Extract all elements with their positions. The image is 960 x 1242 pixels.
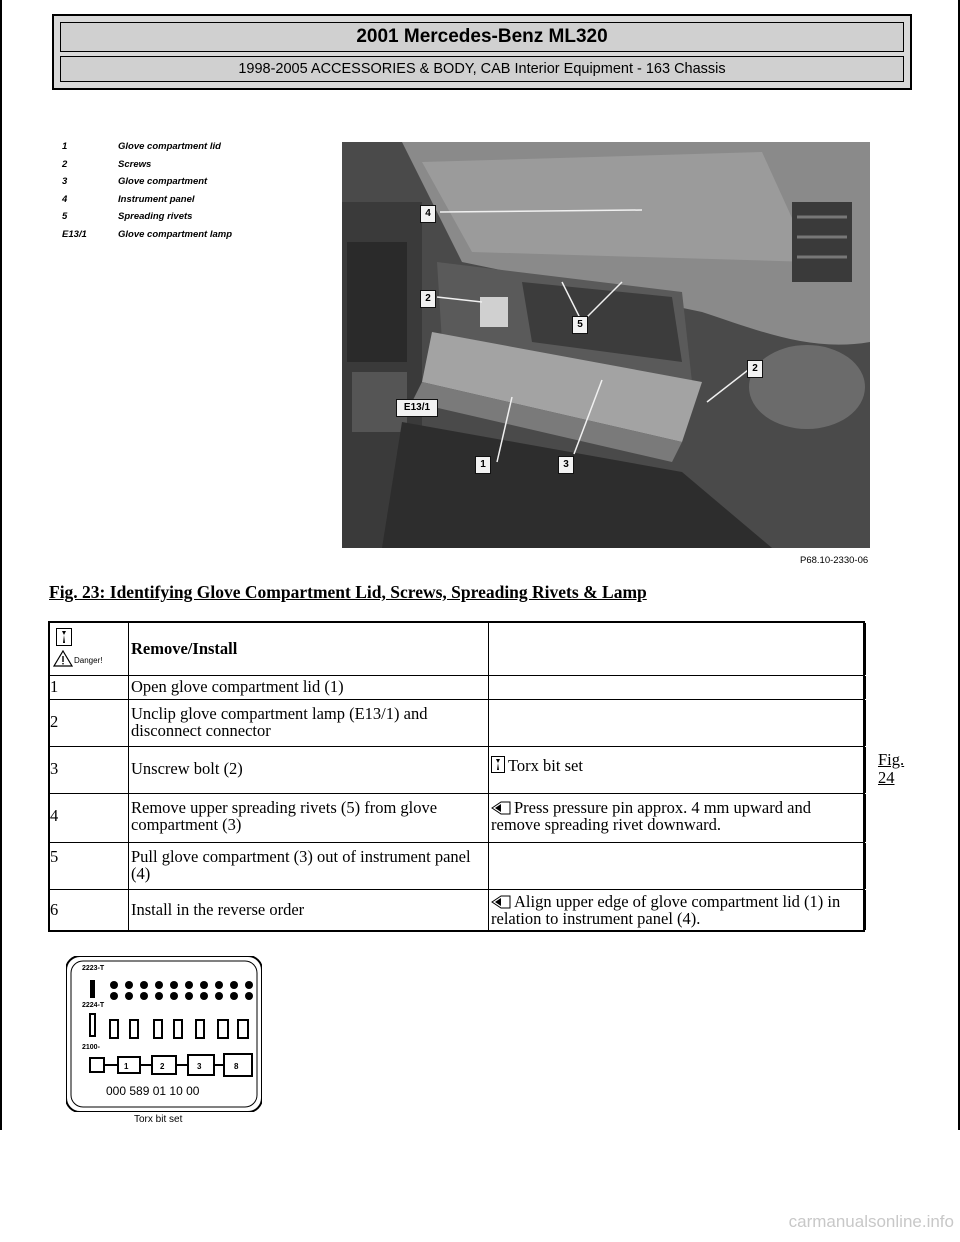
legend-number: 5	[62, 211, 68, 222]
watermark: carmanualsonline.info	[788, 1212, 954, 1231]
legend-label: Glove compartment	[118, 176, 208, 187]
legend-label: Glove compartment lid	[118, 141, 221, 152]
callout-2-right: 2	[747, 360, 763, 378]
step-text: Pull glove compartment (3) out of instrument panel (4)	[131, 847, 471, 883]
legend-item	[62, 208, 322, 226]
procedure-table	[48, 621, 905, 932]
figure-caption: Fig. 23: Identifying Glove Compartment Lid, Screws, Spreading Rivets & Lamp	[49, 582, 647, 602]
image-code: P68.10-2330-06	[800, 555, 869, 566]
table-row	[50, 675, 863, 699]
table-row	[50, 793, 863, 842]
callout-1: 1	[475, 456, 491, 474]
document-header	[52, 14, 912, 90]
step-number: 3	[50, 759, 59, 778]
figure24-caption: Torx bit set	[134, 1114, 183, 1125]
dashboard-illustration	[342, 142, 870, 548]
legend-item	[62, 156, 322, 174]
svg-text:3: 3	[197, 1062, 202, 1071]
tool-note: Torx bit set	[508, 756, 583, 775]
step-text: Remove upper spreading rivets (5) from glove compartment (3)	[131, 798, 438, 834]
step-number: 1	[50, 677, 59, 696]
page-border-left	[0, 0, 2, 1130]
legend-number: 3	[62, 176, 68, 187]
svg-text:1: 1	[124, 1062, 129, 1071]
step-number: 5	[50, 847, 59, 866]
legend-label: Glove compartment lamp	[118, 228, 233, 240]
warning-icon	[53, 650, 73, 667]
step-text: Unscrew bolt (2)	[131, 759, 243, 778]
table-row	[50, 746, 905, 793]
svg-text:2: 2	[160, 1062, 165, 1071]
row-label-2223: 2223-T	[82, 965, 105, 972]
legend-item	[62, 226, 322, 244]
step-number: 2	[50, 712, 59, 731]
table-row	[50, 842, 863, 889]
legend-item	[62, 191, 322, 209]
header-title: 2001 Mercedes-Benz ML320	[60, 22, 904, 52]
part-number: 000 589 01 10 00	[106, 1084, 200, 1098]
table-row	[50, 699, 863, 746]
glove-compartment-photo	[342, 142, 870, 548]
figure-link[interactable]: Fig. 24	[878, 750, 905, 787]
table-row	[50, 889, 863, 930]
danger-label: Danger!	[74, 656, 103, 665]
row-label-2224: 2224-T	[82, 1002, 105, 1009]
callout-2-left: 2	[420, 290, 436, 308]
legend-number: 2	[62, 158, 68, 170]
legend-number: E13/1	[62, 228, 87, 240]
callout-5: 5	[572, 316, 588, 334]
legend-number: 1	[62, 141, 68, 152]
note-icon	[491, 801, 511, 815]
callout-4: 4	[420, 205, 436, 223]
header-subtitle: 1998-2005 ACCESSORIES & BODY, CAB Interior Equipment - 163 Chassis	[60, 56, 904, 82]
step-text: Open glove compartment lid (1)	[131, 677, 344, 696]
step-note: Align upper edge of glove compartment lid (1) in relation to instrument panel (4).	[491, 892, 841, 928]
callout-e13-1: E13/1	[396, 399, 438, 417]
legend-label: Instrument panel	[118, 193, 195, 205]
column-header: Remove/Install	[131, 639, 238, 658]
step-text: Install in the reverse order	[131, 900, 305, 919]
tool-icon	[56, 628, 72, 646]
tool-icon	[491, 756, 505, 773]
figure-legend	[62, 138, 322, 243]
step-number: 6	[50, 900, 59, 919]
torx-bit-set-photo	[66, 956, 262, 1112]
note-icon	[491, 895, 511, 909]
step-text: Unclip glove compartment lamp (E13/1) and disconnect connector	[131, 704, 428, 740]
svg-text:8: 8	[234, 1062, 239, 1071]
legend-label: Spreading rivets	[118, 211, 193, 222]
callout-3: 3	[558, 456, 574, 474]
legend-item	[62, 138, 322, 156]
legend-number: 4	[62, 193, 68, 205]
table-header-row	[50, 623, 863, 675]
legend-label: Screws	[118, 158, 152, 170]
row-label-2100: 2100-	[82, 1044, 100, 1051]
step-note: Press pressure pin approx. 4 mm upward and remove spreading rivet downward.	[491, 798, 811, 834]
legend-item	[62, 173, 322, 191]
step-number: 4	[50, 806, 59, 825]
